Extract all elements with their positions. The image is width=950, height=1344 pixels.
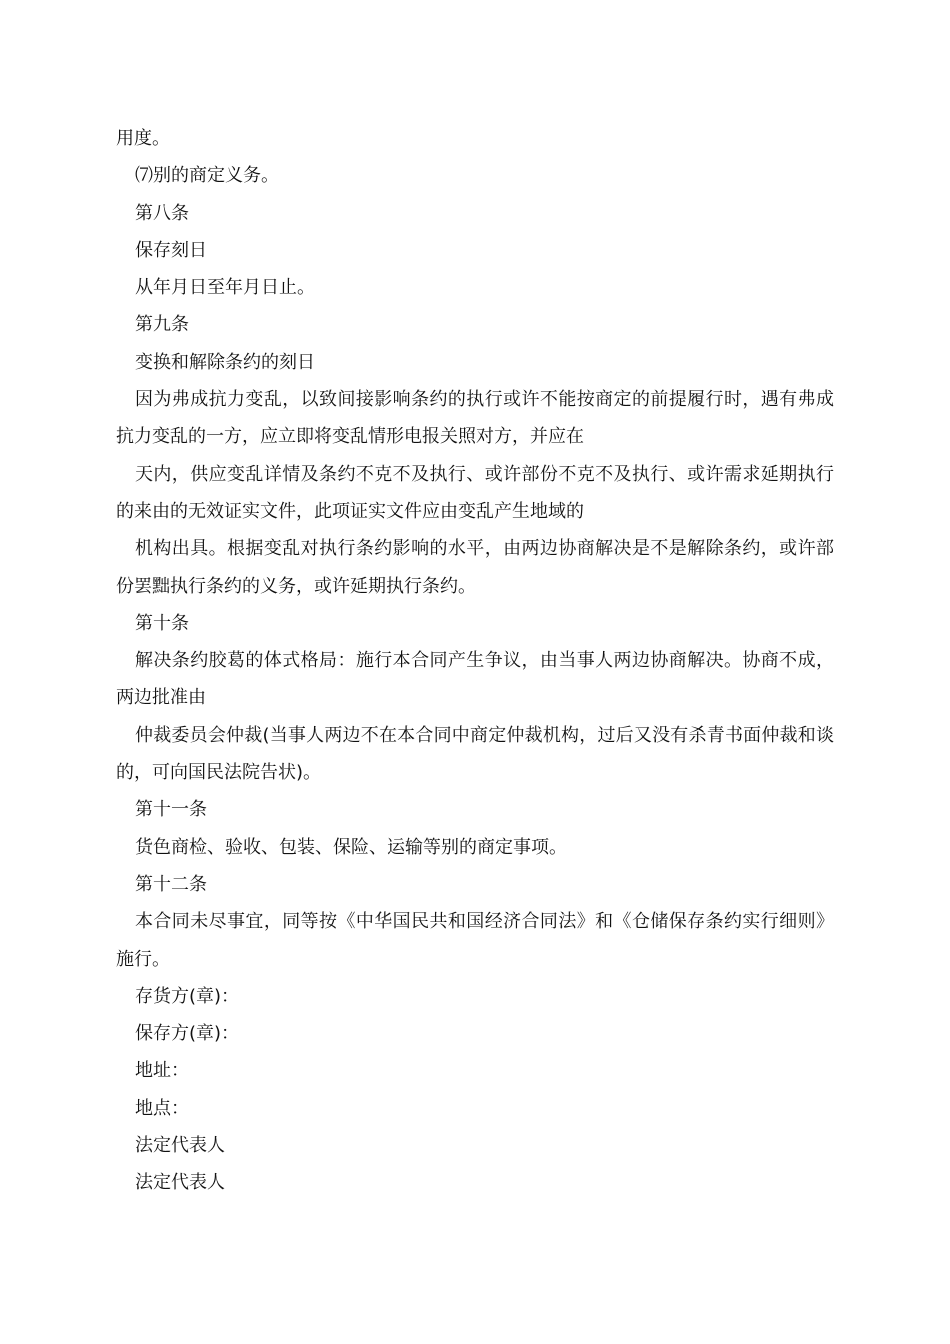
article-heading: 第十二条 [135, 873, 207, 895]
article-heading: 第十条 [135, 612, 189, 634]
section-title: 变换和解除条约的刻日 [135, 351, 315, 373]
signature-field: 地点： [135, 1097, 189, 1119]
paragraph: 因为弗成抗力变乱，以致间接影响条约的执行或许不能按商定的前提履行时，遇有弗成抗力变乱的一方，应立即将变乱情形电报关照对方，并应在 [116, 389, 834, 448]
paragraph: 从年月日至年月日止。 [135, 277, 315, 299]
paragraph: 仲裁委员会仲裁(当事人两边不在本合同中商定仲裁机构，过后又没有杀青书面仲裁和谈的，可向国民法院告状)。 [116, 724, 834, 784]
paragraph: 解决条约胶葛的体式格局：施行本合同产生争议，由当事人两边协商解决。协商不成，两边批准由 [116, 650, 834, 709]
paragraph: 本合同未尽事宜，同等按《中华国民共和国经济合同法》和《仓储保存条约实行细则》施行。 [116, 911, 834, 970]
article-heading: 第十一条 [135, 799, 207, 821]
signature-field: 保存方(章)： [135, 1023, 240, 1045]
section-title: 保存刻日 [135, 239, 207, 261]
list-item: ⑺别的商定义务。 [135, 165, 279, 187]
paragraph: 机构出具。根据变乱对执行条约影响的水平，由两边协商解决是不是解除条约，或许部份罢黜执行条约的义务，或许延期执行条约。 [116, 538, 834, 597]
paragraph: 天内，供应变乱详情及条约不克不及执行、或许部份不克不及执行、或许需求延期执行的来由的无效证实文件，此项证实文件应由变乱产生地域的 [116, 463, 834, 522]
document-page [116, 120, 834, 1202]
article-heading: 第八条 [135, 202, 189, 224]
paragraph: 用度。 [116, 128, 170, 149]
signature-field: 法定代表人 [135, 1135, 225, 1157]
paragraph: 货色商检、验收、包装、保险、运输等别的商定事项。 [135, 836, 567, 858]
article-heading: 第九条 [135, 314, 189, 336]
signature-field: 法定代表人 [135, 1172, 225, 1194]
signature-field: 地址： [135, 1060, 189, 1082]
signature-field: 存货方(章)： [135, 985, 240, 1007]
